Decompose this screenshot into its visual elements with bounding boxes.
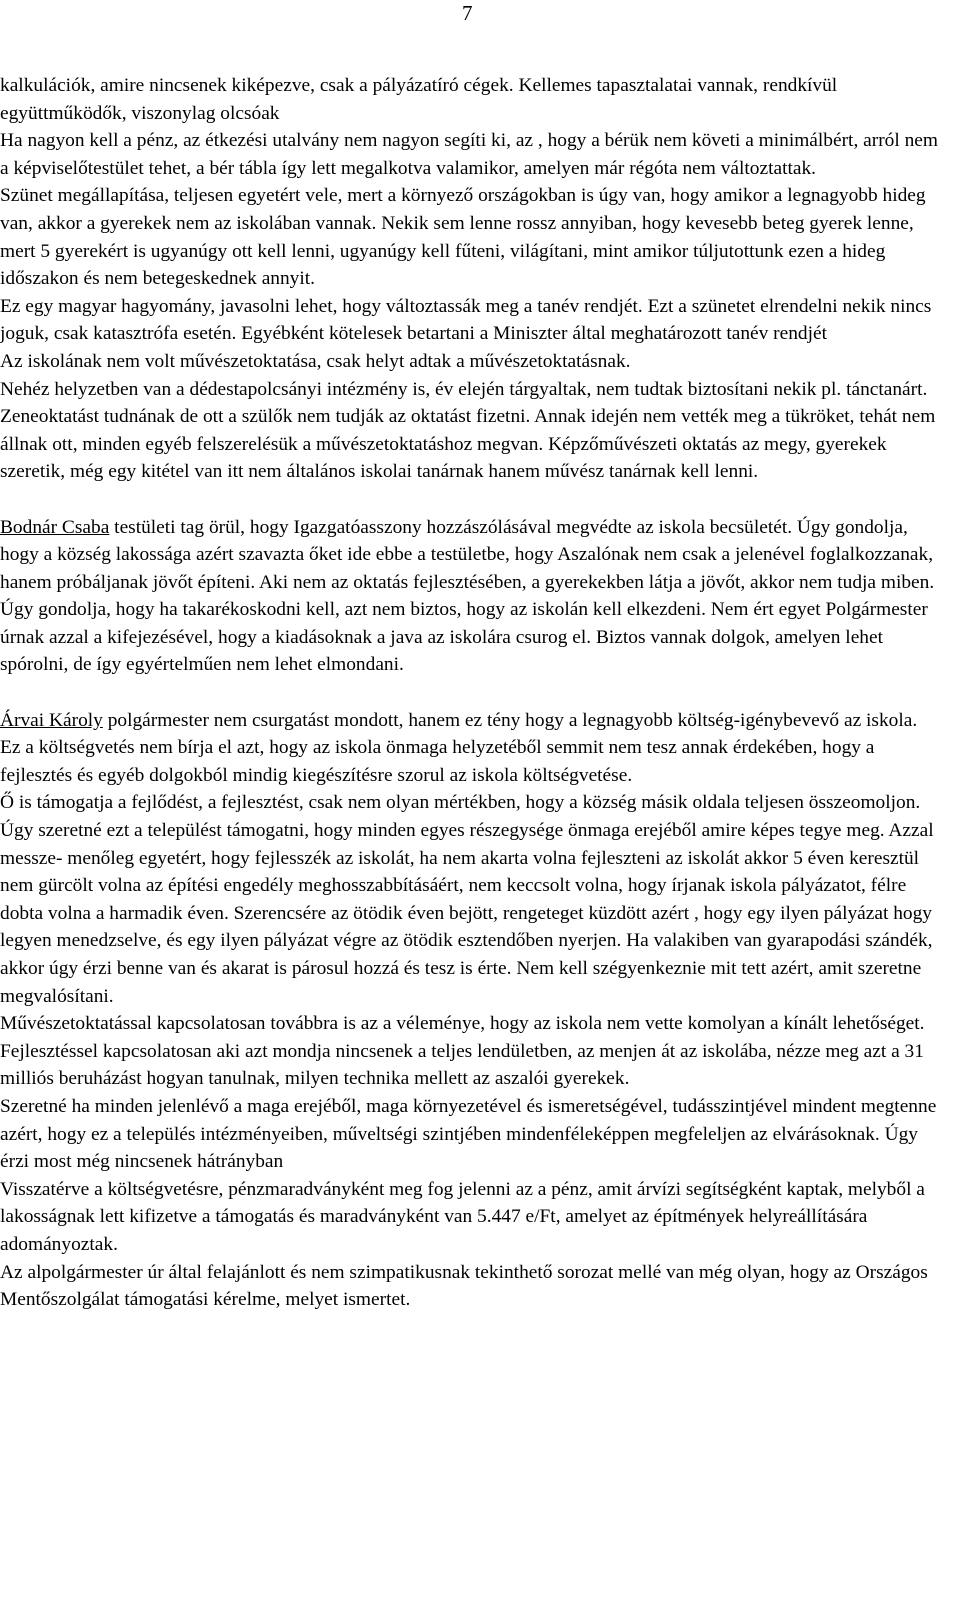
speech-text: testületi tag örül, hogy Igazgatóasszony hozzászólásával megvédte az iskola becsületét. Úgy gondolja, hogy a község lakossága azért szavazta őket ide ebbe a testületbe, hogy Aszalónak nem csak a jelenével foglalkozzanak, hanem próbáljanak jövőt építeni. Aki nem az oktatás fejlesztésében, a gyerekekben látja a jövőt, akkor nem tudja miben. Úgy gondolja, hogy ha takarékoskodni kell, azt nem biztos, hogy az iskolán kell elkezdeni. Nem ért egyet Polgármester úrnak azzal a kifejezésével, hogy a kiadásoknak a java az iskolára csurog el. Biztos vannak dolgok, amelyen lehet spórolni, de így egyértelműen nem lehet elmondani. [0,516,935,676]
document-body [0,72,940,1314]
paragraph: Az iskolának nem volt művészetoktatása, csak helyt adtak a művészetoktatásnak. [0,350,631,372]
paragraph: Fejlesztéssel kapcsolatosan aki azt mondja nincsenek a teljes lendületben, az menjen át az iskolába, nézze meg azt a 31 milliós beruházást hogyan tanulnak, milyen technika mellett az aszalói gyerekek. [0,1040,924,1090]
speaker-name: Árvai Károly [0,709,103,731]
speech-paragraph [0,514,940,680]
paragraph: Nehéz helyzetben van a dédestapolcsányi intézmény is, év elején tárgyaltak, nem tudtak biztosítani nekik pl. tánctanárt. Zeneoktatást tudnának de ott a szülők nem tudják az oktatást fizetni. Annak idején nem vették meg a tükröket, tehát nem állnak ott, minden egyéb felszerelésük a művészetoktatáshoz megvan. Képzőművészeti oktatás az megy, gyerekek szeretik, még egy kitétel van itt nem általános iskolai tanárnak hanem művész tanárnak kell lenni. [0,378,936,483]
speaker-name: Bodnár Csaba [0,516,110,538]
paragraph: Ha nagyon kell a pénz, az étkezési utalvány nem nagyon segíti ki, az , hogy a bérük nem követi a minimálbért, arról nem a képviselőtestület tehet, a bér tábla így lett megalkotva valamikor, amelyen már régóta nem változtattak. [0,130,938,179]
paragraph: Visszatérve a költségvetésre, pénzmaradványként meg fog jelenni az a pénz, amit árvízi segítségként kaptak, melyből a lakosságnak lett kifizetve a támogatás és maradványként van 5.447 e/Ft, amelyet az építmények helyreállítására adományoztak. [0,1178,925,1255]
paragraph: Szeretné ha minden jelenlévő a maga erejéből, maga környezetével és ismeretségével, tudásszintjével mindent megtenne azért, hogy ez a település intézményeiben, műveltségi szintjében mindenféleképpen megfeleljen az elvárásoknak. Úgy érzi most még nincsenek hátrányban [0,1095,937,1173]
paragraph: kalkulációk, amire nincsenek kiképezve, csak a pályázatíró cégek. Kellemes tapasztalatai vannak, rendkívül együttműködők, viszonylag olcsóak [0,75,838,124]
paragraph: Ez egy magyar hagyomány, javasolni lehet, hogy változtassák meg a tanév rendjét. Ezt a szünetet elrendelni nekik nincs joguk, csak katasztrófa esetén. Egyébként kötelesek betartani a Miniszter által meghatározott tanév rendjét [0,295,932,345]
paragraph: Művészetoktatással kapcsolatosan továbbra is az a véleménye, hogy az iskola nem vette komolyan a kínált lehetőséget. [0,1013,925,1035]
speech-text: polgármester nem csurgatást mondott, hanem ez tény hogy a legnagyobb költség-igénybevevő az iskola. Ez a költségvetés nem bírja el azt, hogy az iskola önmaga helyzetéből semmit nem tesz annak érdekében, hogy a fejlesztés és egyéb dolgokból mindig kiegészítésre szorul az iskola költségvetése. [0,709,918,786]
paragraph: Ő is támogatja a fejlődést, a fejlesztést, csak nem olyan mértékben, hogy a község másik oldala teljesen összeomoljon. Úgy szeretné ezt a települést támogatni, hogy minden egyes részegysége önmaga erejéből amire képes tegye meg. Azzal messze- menőleg egyetért, hogy fejlesszék az iskolát, ha nem akarta volna fejleszteni az iskolát akkor 5 éven keresztül nem gürcölt volna az építési engedély meghosszabbításáért, nem keccsolt volna, hogy írjanak iskola pályázatot, félre dobta volna a harmadik éven. Szerencsére az ötödik éven bejött, rengeteget küzdött azért , hogy egy ilyen pályázat hogy legyen menedzselve, és egy ilyen pályázat végre az ötödik esztendőben nyerjen. Ha valakiben van gyarapodási szándék, akkor úgy érzi benne van és akarat is párosul hozzá és tesz is érte. Nem kell szégyenkeznie mit tett azért, amit szeretne megvalósítani. [0,792,934,1007]
page-number: 7 [462,1,473,25]
paragraph: Az alpolgármester úr által felajánlott és nem szimpatikusnak tekinthető sorozat mellé van még olyan, hogy az Országos Mentőszolgálat támogatási kérelme, melyet ismertet. [0,1261,928,1311]
speech-paragraph [0,707,940,790]
paragraph: Szünet megállapítása, teljesen egyetért vele, mert a környező országokban is úgy van, hogy amikor a legnagyobb hideg van, akkor a gyerekek nem az iskolában vannak. Nekik sem lenne rossz annyiban, hogy kevesebb beteg gyerek lenne, mert 5 gyerekért is ugyanúgy ott kell lenni, ugyanúgy kell fűteni, világítani, mint amikor túljutottunk ezen a hideg időszakon és nem betegeskednek annyit. [0,185,926,290]
